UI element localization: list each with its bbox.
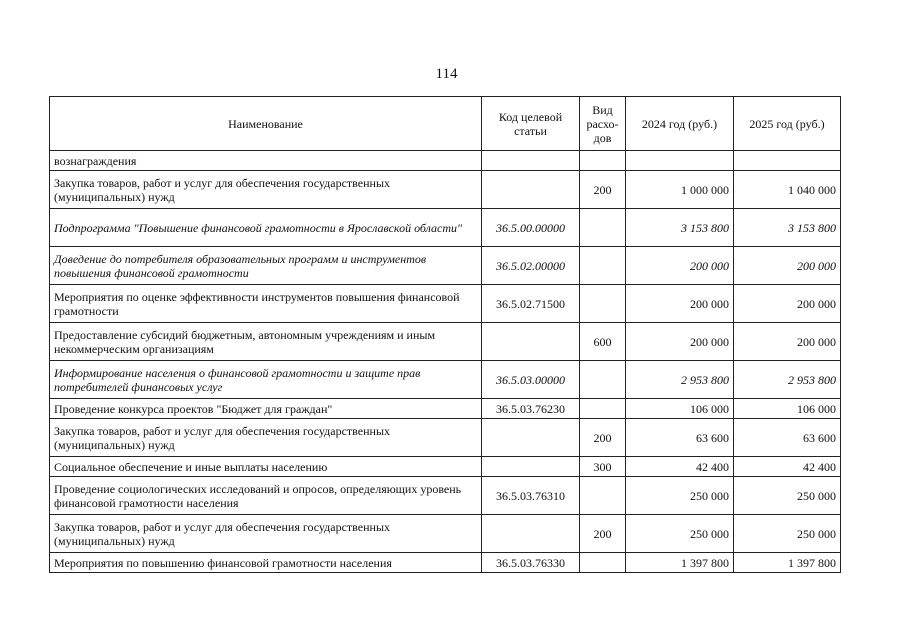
cell-vid: 600: [580, 323, 626, 361]
table-row: [50, 477, 841, 515]
table-row: [50, 457, 841, 477]
header-vid: Вид расхо-дов: [580, 97, 626, 151]
cell-vid: [580, 477, 626, 515]
cell-name: Мероприятия по повышению финансовой грамотности населения: [50, 553, 482, 573]
cell-vid: 200: [580, 419, 626, 457]
cell-vid: [580, 361, 626, 399]
cell-vid: [580, 151, 626, 171]
header-2024: 2024 год (руб.): [626, 97, 734, 151]
cell-2024: 2 953 800: [626, 361, 734, 399]
cell-code: [482, 171, 580, 209]
cell-name: Закупка товаров, работ и услуг для обеспечения государственных (муниципальных) нужд: [50, 171, 482, 209]
cell-2025: 200 000: [734, 285, 841, 323]
table-row: [50, 419, 841, 457]
cell-name: Мероприятия по оценке эффективности инструментов повышения финансовой грамотности: [50, 285, 482, 323]
cell-code: [482, 457, 580, 477]
header-2025: 2025 год (руб.): [734, 97, 841, 151]
table-row: [50, 247, 841, 285]
cell-name: Проведение конкурса проектов "Бюджет для граждан": [50, 399, 482, 419]
table-row: [50, 151, 841, 171]
cell-vid: [580, 285, 626, 323]
table-row: [50, 285, 841, 323]
cell-2024: 200 000: [626, 323, 734, 361]
table-row: [50, 399, 841, 419]
cell-code: 36.5.03.76310: [482, 477, 580, 515]
cell-vid: [580, 247, 626, 285]
cell-2025: 106 000: [734, 399, 841, 419]
cell-2024: 250 000: [626, 515, 734, 553]
table-row: [50, 515, 841, 553]
cell-2025: 200 000: [734, 247, 841, 285]
cell-code: [482, 515, 580, 553]
cell-name: Информирование населения о финансовой грамотности и защите прав потребителей финансовых услуг: [50, 361, 482, 399]
cell-2025: 3 153 800: [734, 209, 841, 247]
table-header-row: [50, 97, 841, 151]
cell-2024: 42 400: [626, 457, 734, 477]
cell-code: 36.5.03.76330: [482, 553, 580, 573]
cell-code: [482, 323, 580, 361]
cell-2024: 106 000: [626, 399, 734, 419]
table-row: [50, 209, 841, 247]
cell-2025: 1 397 800: [734, 553, 841, 573]
cell-name: вознаграждения: [50, 151, 482, 171]
cell-vid: [580, 209, 626, 247]
cell-2024: 200 000: [626, 247, 734, 285]
cell-name: Проведение социологических исследований и опросов, определяющих уровень финансовой грамотности населения: [50, 477, 482, 515]
cell-2025: 2 953 800: [734, 361, 841, 399]
cell-vid: 300: [580, 457, 626, 477]
cell-2024: 1 000 000: [626, 171, 734, 209]
budget-table: [49, 96, 841, 573]
cell-2025: [734, 151, 841, 171]
cell-vid: 200: [580, 515, 626, 553]
cell-2024: 200 000: [626, 285, 734, 323]
cell-vid: 200: [580, 171, 626, 209]
cell-2025: 1 040 000: [734, 171, 841, 209]
cell-name: Социальное обеспечение и иные выплаты населению: [50, 457, 482, 477]
cell-name: Подпрограмма "Повышение финансовой грамотности в Ярославской области": [50, 209, 482, 247]
cell-code: 36.5.02.00000: [482, 247, 580, 285]
cell-2025: 250 000: [734, 477, 841, 515]
cell-code: [482, 151, 580, 171]
page-number: 114: [435, 66, 458, 82]
cell-vid: [580, 399, 626, 419]
table-row: [50, 553, 841, 573]
cell-2025: 42 400: [734, 457, 841, 477]
header-code: Код целевой статьи: [482, 97, 580, 151]
cell-code: 36.5.03.76230: [482, 399, 580, 419]
cell-code: 36.5.00.00000: [482, 209, 580, 247]
cell-code: [482, 419, 580, 457]
cell-name: Закупка товаров, работ и услуг для обеспечения государственных (муниципальных) нужд: [50, 419, 482, 457]
cell-name: Предоставление субсидий бюджетным, автономным учреждениям и иным некоммерческим организациям: [50, 323, 482, 361]
cell-2024: 3 153 800: [626, 209, 734, 247]
table-row: [50, 323, 841, 361]
cell-2025: 250 000: [734, 515, 841, 553]
cell-2025: 200 000: [734, 323, 841, 361]
cell-vid: [580, 553, 626, 573]
cell-name: Доведение до потребителя образовательных программ и инструментов повышения финансовой грамотности: [50, 247, 482, 285]
cell-code: 36.5.03.00000: [482, 361, 580, 399]
cell-2024: 63 600: [626, 419, 734, 457]
cell-2025: 63 600: [734, 419, 841, 457]
table-row: [50, 361, 841, 399]
cell-name: Закупка товаров, работ и услуг для обеспечения государственных (муниципальных) нужд: [50, 515, 482, 553]
table-row: [50, 171, 841, 209]
cell-2024: [626, 151, 734, 171]
cell-2024: 1 397 800: [626, 553, 734, 573]
cell-code: 36.5.02.71500: [482, 285, 580, 323]
header-name: Наименование: [50, 97, 482, 151]
cell-2024: 250 000: [626, 477, 734, 515]
